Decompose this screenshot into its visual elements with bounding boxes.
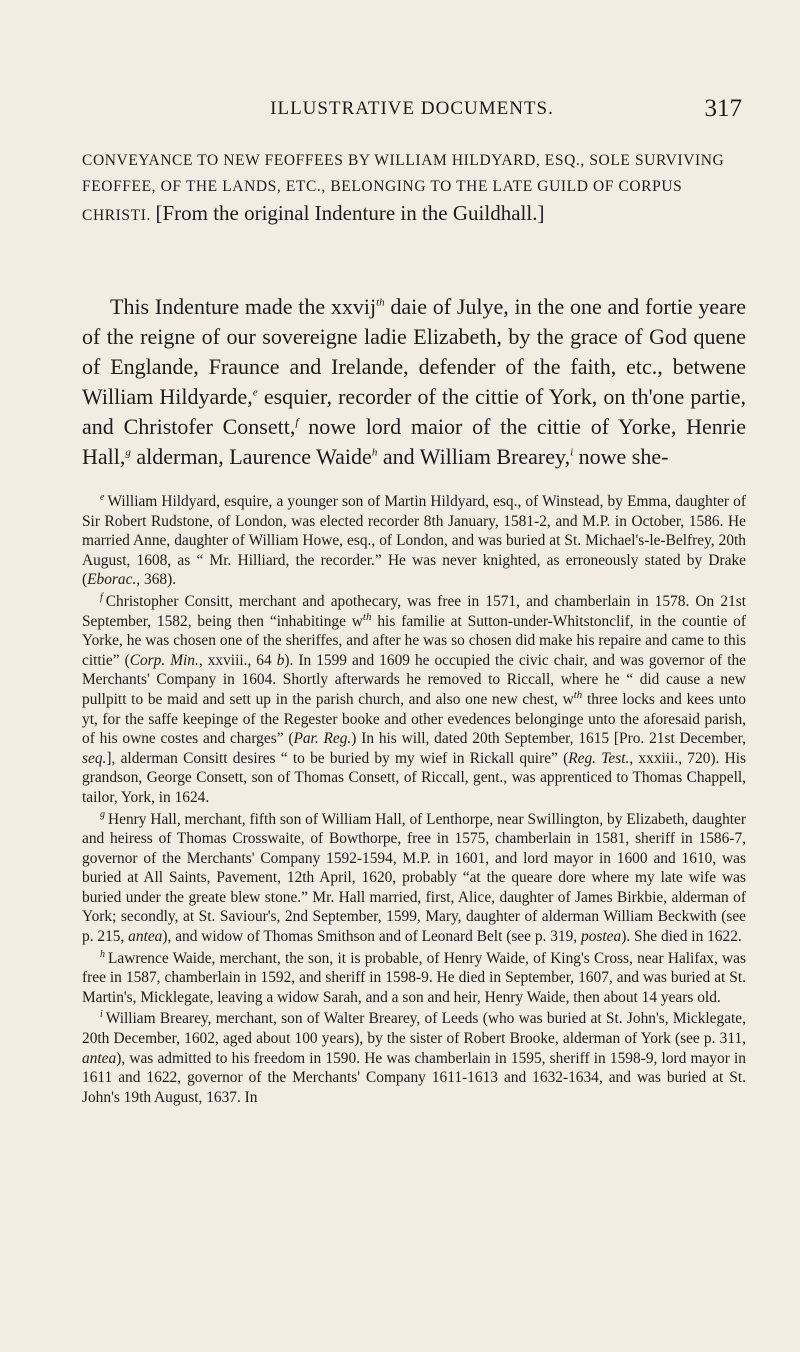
text-run: ], alderman Consitt desires “ to be buried by my wief in Rickall quire” ( bbox=[106, 749, 569, 767]
footnote-mark: g bbox=[100, 809, 105, 821]
text-run: ), was admitted to his freedom in 1590. He was chamberlain in 1595, sheriff in 1598-9, lord mayor in 1611 and 1622, governor of the Merchants' Company 1611-1613 and 1632-1634, and was buried at St. John's 19th August, 1637. In bbox=[82, 1049, 746, 1106]
document-heading bbox=[82, 148, 746, 229]
running-head bbox=[82, 95, 742, 126]
text-run: and William Brearey, bbox=[377, 444, 571, 469]
running-title: ILLUSTRATIVE DOCUMENTS. bbox=[270, 98, 554, 119]
superscript: th bbox=[573, 688, 583, 701]
footnote-h bbox=[82, 949, 746, 1008]
footnote-e bbox=[82, 492, 746, 590]
footnote-i bbox=[82, 1009, 746, 1107]
text-run: , xxviii., 64 bbox=[198, 651, 277, 669]
italic-ref: Reg. Test. bbox=[568, 749, 630, 767]
text-run: his familie at Sutton-under-Whitstonclif, in the countie of Yorke, he was chosen one of the sheriffes, and after he was so chosen did make his repaire and came to this cittie” ( bbox=[82, 612, 746, 669]
italic-ref: Corp. Min. bbox=[129, 651, 199, 669]
heading-source: [From the original Indenture in the Guildhall.] bbox=[155, 201, 545, 225]
text-run: esquier, recorder of the cittie of York, on th'one partie, and Christofer Consett, bbox=[82, 384, 746, 439]
footnote-ref-i: i bbox=[570, 446, 574, 459]
superscript: th bbox=[362, 610, 372, 623]
text-run: , 368). bbox=[136, 571, 177, 589]
footnote-mark: h bbox=[100, 948, 105, 960]
footnote-mark: i bbox=[100, 1009, 103, 1021]
text-run: alderman, Laurence Waide bbox=[130, 444, 372, 469]
italic-ref: antea bbox=[128, 928, 163, 946]
text-run: ). She died in 1622. bbox=[621, 928, 742, 946]
text-run: ), and widow of Thomas Smithson and of Leonard Belt (see p. 319, bbox=[162, 928, 581, 946]
footnote-ref-f: f bbox=[295, 416, 299, 429]
page-number: 317 bbox=[704, 95, 742, 122]
text-run: William Hildyard, esquire, a younger son of Martin Hildyard, esq., of Winstead, by Emma, daughter of Sir Robert Rudstone, of London, was elected recorder 8th January, 1581-2, and M.P. in October, 1586. He married Anne, daughter of William Howe, esq., of London, and was buried at St. Michael's-le-Belfrey, 20th August, 1608, as “ Mr. Hilliard, the recorder.” He was never knighted, as erroneously stated by Drake ( bbox=[82, 493, 746, 589]
footnote-ref-e: e bbox=[252, 386, 258, 399]
text-run: , xxxiii., 720). His grandson, George Consett, son of Thomas Consett, of Riccall, gent., was apprenticed to Thomas Chappell, tailor, York, in 1624. bbox=[82, 749, 746, 806]
text-run: nowe she- bbox=[573, 444, 669, 469]
footnotes bbox=[82, 492, 746, 1109]
italic-ref: postea bbox=[581, 928, 622, 946]
text-run: Christopher Consitt, merchant and apothecary, was free in 1571, and chamberlain in 1578. On 21st September, 1582, being then “inhabitinge w bbox=[82, 592, 746, 630]
footnote-mark: e bbox=[100, 491, 105, 503]
footnote-mark: f bbox=[100, 591, 103, 603]
text-run: ) In his will, dated 20th September, 1615 [Pro. 21st December, bbox=[351, 730, 746, 748]
italic-ref: Eborac. bbox=[87, 571, 137, 589]
text-run: This Indenture made the xxvij bbox=[110, 294, 377, 319]
indenture-text bbox=[82, 292, 746, 472]
superscript: th bbox=[376, 296, 385, 309]
footnote-ref-g: g bbox=[125, 446, 131, 459]
text-run: three locks and kees unto yt, for the saffe keepinge of the Regester booke and other evedences belonginge unto the aforesaid parish, of his owne costes and charges” ( bbox=[82, 690, 746, 748]
text-run: nowe lord maior of the cittie of Yorke, Henrie Hall, bbox=[82, 414, 746, 469]
text-run: ). In 1599 and 1609 he occupied the civic chair, and was governor of the Merchants' Company in 1604. Shortly afterwards he removed to Riccall, where he “ did cause a new pullpitt to be maid and sett up in the parish church, and also one new chest, w bbox=[82, 651, 747, 708]
text-run: William Brearey, merchant, son of Walter Brearey, of Leeds (who was buried at St. John's, Micklegate, 20th December, 1602, aged about 100 years), by the sister of Robert Brooke, alderman of York (see p. 311, bbox=[82, 1010, 746, 1048]
indenture-paragraph bbox=[82, 292, 746, 472]
text-run: Lawrence Waide, merchant, the son, it is probable, of Henry Waide, of King's Cross, near Halifax, was free in 1587, chamberlain in 1592, and sheriff in 1598-9. He died in September, 1607, and was buried at St. Martin's, Micklegate, leaving a widow Sarah, and a son and heir, Henry Waide, then about 14 years old. bbox=[82, 949, 746, 1006]
footnote-ref-h: h bbox=[371, 446, 378, 459]
footnote-g bbox=[82, 810, 746, 947]
italic-ref: antea bbox=[82, 1049, 117, 1067]
italic-ref: Par. Reg. bbox=[293, 730, 352, 748]
footnote-f bbox=[82, 592, 746, 808]
heading-caption: CONVEYANCE TO NEW FEOFFEES BY WILLIAM HILDYARD, ESQ., SOLE SURVIVING FEOFFEE, OF THE LANDS, ETC., BELONGING TO THE LATE GUILD OF CORPUS CHRISTI. bbox=[82, 152, 725, 224]
text-run: daie of Julye, in the one and fortie yeare of the reigne of our sovereigne ladie Elizabeth, by the grace of God quene of Englande, Fraunce and Irelande, defender of the faith, etc., betwene William Hildyarde, bbox=[82, 294, 747, 409]
italic-ref: seq. bbox=[82, 749, 107, 767]
italic-ref: b bbox=[276, 651, 285, 669]
text-run: Henry Hall, merchant, fifth son of William Hall, of Lenthorpe, near Swillington, by Elizabeth, daughter and heiress of Thomas Crosswaite, of Bowthorpe, free in 1575, chamberlain in 1581, sheriff in 1586-7, governor of the Merchants' Company 1592-1594, M.P. in 1601, and lord mayor in 1600 and 1610, was buried at All Saints, Pavement, 12th April, 1620, probably “at the queare dore where my late wife was buried under the greate blew stone.” Mr. Hall married, first, Alice, daughter of James Birkbie, alderman of York; secondly, at St. Saviour's, 2nd September, 1599, Mary, daughter of alderman William Beckwith (see p. 215, bbox=[82, 810, 746, 946]
